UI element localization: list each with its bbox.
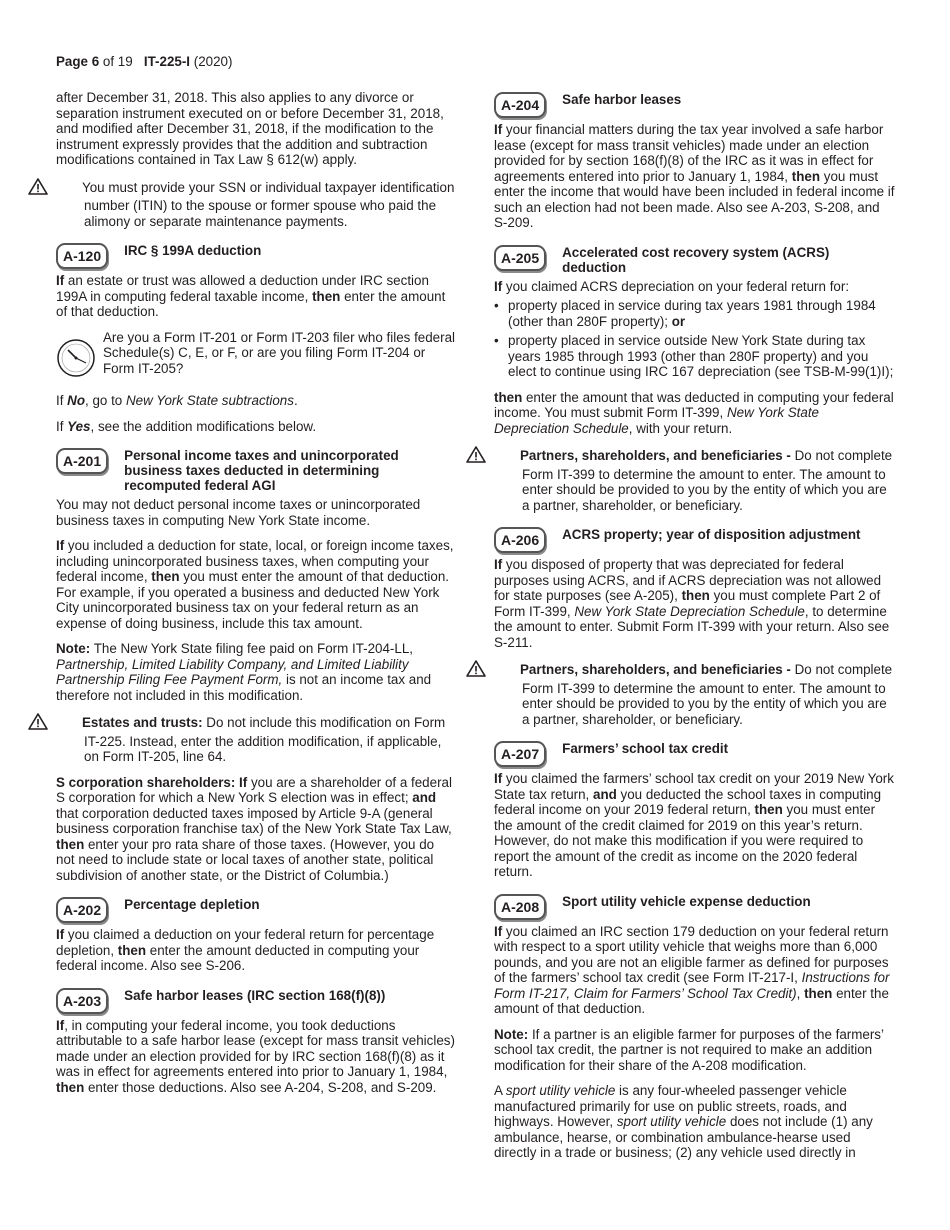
a204-paragraph: If your financial matters during the tax year involved a safe harbor lease (except for mass transit vehicles) made under an election provided for by section 168(f)(8) of the IRC as it was in effect for agreements entered into prior to January 1, 1984, then you must enter the income that would have been included in federal income if such an election had not been made. Also see A-203, S-208, and S-209. [494,122,895,230]
a206-paragraph: If you disposed of property that was depreciated for federal purposes using ACRS, and if ACRS depreciation was not allowed for state purposes (see A-205), then you must complete Part 2 of Form IT-399, New York State Depreciation Schedule, to determine the amount to enter. Submit Form IT-399 with your return. Also see S-211. [494,557,890,650]
section-a120-heading [56,243,456,269]
a205-paragraph: If you claimed ACRS depreciation on your federal return for: [494,278,850,294]
section-title: Accelerated cost recovery system (ACRS) deduction [562,244,830,275]
section-a202-heading [56,897,456,923]
warning-icon [494,446,514,467]
section-code-badge: A-208 [494,894,546,920]
subtractions-link: New York State subtractions [125,393,294,408]
section-title: IRC § 199A deduction [124,243,262,258]
a205-paragraph-2: then enter the amount that was deducted in computing your federal income. You must submit Form IT-399, New York State Depreciation Schedule, with your return. [494,389,894,436]
a201-paragraph-2: If you included a deduction for state, local, or foreign income taxes, including unincorporated business taxes, when computing your federal income, then you must enter the amount of that deduction. For example, if you operated a business and deducted New York City unincorporated business tax on your federal return as an expense of doing business, include this tax amount. [56,538,454,631]
a207-paragraph: If you claimed the farmers’ school tax credit on your 2019 New York State tax return, and you deducted the school taxes in computing federal income on your 2019 federal return, then you must enter the amount of the credit claimed for 2019 on this year’s return. However, do not make this modification if you were required to report the amount of the credit as income on the 2020 federal return. [494,771,894,879]
if-yes-line: If Yes, see the addition modifications below. [56,418,317,434]
section-code-badge: A-205 [494,245,546,271]
section-a203-heading [56,988,456,1014]
a203-paragraph: If, in computing your federal income, you took deductions attributable to a safe harbor lease (except for mass transit vehicles) made under an election provided for by IRC section 168(f)(8) as it was in effect for agreements entered into prior to January 1, 1984, then enter those deductions. Also see A-204, S-208, and S-209. [56,1017,455,1095]
a201-scorp: S corporation shareholders: If you are a shareholder of a federal S corporation for which a New York S election was in effect; and that corporation deducted taxes imposed by Article 9-A (general business corporation franchise tax) of the New York State Tax Law, then enter your pro rata share of those taxes. (However, you do not need to include state or local taxes of another state, political subdivision of another state, or the District of Columbia.) [56,774,452,883]
a208-note: Note: If a partner is an eligible farmer for purposes of the farmers’ school tax credit, the partner is not required to make an addition modification for their share of the A-208 modification. [494,1026,884,1073]
a120-paragraph: If an estate or trust was allowed a deduction under IRC section 199A in computing federal taxable income, then enter the amount of that deduction. [56,273,446,319]
list-item: • property placed in service outside New York State during tax years 1985 through 1993 (other than 280F property) and you elect to continue using IRC 167 depreciation (see TSB-M-99(1)I); [494,333,896,380]
filer-question [56,330,456,382]
section-title: Personal income taxes and unincorporated business taxes deducted in determining recomputed federal AGI [124,448,399,493]
section-code-badge: A-201 [56,448,108,474]
form-year: (2020) [190,54,233,69]
list-item: • property placed in service during tax years 1981 through 1984 (other than 280F property); or [494,298,896,329]
section-title: Safe harbor leases [562,92,682,107]
section-title: ACRS property; year of disposition adjustment [562,527,861,542]
a201-paragraph-1: You may not deduct personal income taxes or unincorporated business taxes in computing New York State income. [56,497,421,528]
a208-paragraph: If you claimed an IRC section 179 deduction on your federal return with respect to a sport utility vehicle that weighs more than 6,000 pounds, and you are not an eligible farmer as defined for purposes of the farmers’ school tax credit (see Form IT-217-I, Instructions for Form IT-217, Claim for Farmers’ School Tax Credit), then enter the amount of that deduction. [494,923,890,1016]
section-code-badge: A-207 [494,741,546,767]
section-title: Farmers’ school tax credit [562,741,729,756]
partners-warning: Partners, shareholders, and beneficiaries - Do not complete Form IT-399 to determine the amount to enter. The amount to enter should be provided to you by the entity of which you are a partner, shareholder, or beneficiary. [494,660,896,727]
section-a207-heading [494,741,896,767]
right-column [494,92,896,1171]
section-title: Percentage depletion [124,897,260,912]
section-code-badge: A-120 [56,243,108,269]
a202-paragraph: If you claimed a deduction on your federal return for percentage depletion, then enter the amount deducted in computing your federal income. Also see S-206. [56,927,435,973]
left-column [56,90,456,1105]
a201-note: Note: The New York State filing fee paid on Form IT-204-LL, Partnership, Limited Liability Company, and Limited Liability Partnership Filing Fee Payment Form, is not an income tax and therefore not included in this modification. [56,641,432,703]
section-code-badge: A-204 [494,92,546,118]
section-title: Sport utility vehicle expense deduction [562,893,811,909]
page-number: Page 6 [56,54,100,69]
ssn-warning: You must provide your SSN or individual taxpayer identification number (ITIN) to the spouse or former spouse who paid the alimony or separate maintenance payments. [56,178,456,230]
section-a206-heading [494,527,896,553]
intro-paragraph: after December 31, 2018. This also applies to any divorce or separation instrument executed on or before December 31, 2018, and modified after December 31, 2018, if the modification to the instrument expressly provides that the addition and subtraction modifications contained in Tax Law § 612(w) apply. [56,90,444,167]
section-a208-heading [494,894,896,920]
warning-icon [56,713,76,734]
page-header: Page 6 of 19 IT-225-I (2020) [56,54,233,69]
partners-warning: Partners, shareholders, and beneficiaries - Do not complete Form IT-399 to determine the amount to enter. The amount to enter should be provided to you by the entity of which you are a partner, shareholder, or beneficiary. [494,446,896,513]
clock-icon [56,338,96,382]
section-a201-heading [56,448,456,493]
form-name: IT-225-I [143,54,191,69]
if-no-line: If No, go to New York State subtractions. [56,393,298,408]
warning-icon [494,660,514,681]
warning-icon [56,178,76,199]
section-code-badge: A-206 [494,527,546,553]
section-code-badge: A-202 [56,897,108,923]
section-a205-heading [494,245,896,275]
suv-definition: A sport utility vehicle is any four-wheeled passenger vehicle manufactured primarily for use on public streets, roads, and highways. However, sport utility vehicle does not include (1) any ambulance, hearse, or combination ambulance-hearse used directly in a trade or business; (2) any vehicle used directly in [494,1083,873,1160]
estates-warning: Estates and trusts: Do not include this modification on Form IT-225. Instead, enter the addition modification, if applicable, on Form IT-205, line 64. [56,713,456,765]
question-text: Are you a Form IT-201 or Form IT-203 filer who files federal Schedule(s) C, E, or F, or are you filing Form IT-204 or Form IT-205? [103,329,456,376]
section-title: Safe harbor leases (IRC section 168(f)(8)) [124,987,386,1003]
section-a204-heading [494,92,896,118]
section-code-badge: A-203 [56,988,108,1014]
a205-list [494,298,896,380]
